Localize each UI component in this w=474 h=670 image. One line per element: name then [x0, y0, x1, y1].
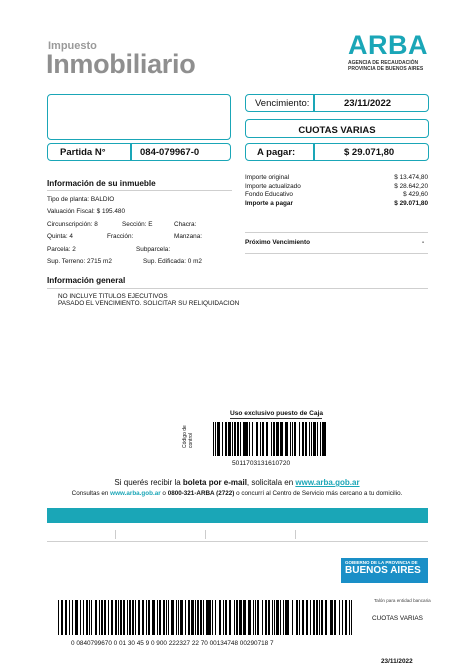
- arba-logo-text: ARBA: [348, 30, 428, 60]
- barcode-bar: [129, 600, 131, 635]
- barcode-bar: [222, 422, 223, 456]
- barcode-bar: [292, 600, 294, 635]
- talon-band: [47, 508, 428, 523]
- barcode-bar: [351, 600, 353, 635]
- barcode-bar: [91, 600, 93, 635]
- barcode-bar: [237, 422, 239, 456]
- talon-date: 23/11/2022: [381, 658, 413, 665]
- barcode-bar: [276, 422, 278, 456]
- subparcela: Subparcela:: [136, 246, 171, 253]
- barcode-bar: [306, 600, 308, 635]
- vencimiento-divider: [313, 94, 315, 112]
- barcode-bar: [345, 600, 347, 635]
- importe-row: [245, 200, 428, 209]
- barcode-bar: [239, 600, 241, 635]
- general-title: Información general: [47, 276, 126, 285]
- general-rule: [47, 288, 428, 289]
- talon-number: 0 0840799670 0 01 30 45 9 0 900 222327 22 70 00134748 00290718 7: [71, 640, 274, 647]
- barcode-bar: [245, 422, 247, 456]
- email-bold: boleta por e-mail: [182, 478, 247, 487]
- importes-rule-top: [245, 232, 428, 233]
- barcode-bar: [260, 422, 261, 456]
- consultas-mid: o: [160, 490, 168, 497]
- barcode-bar: [257, 600, 259, 635]
- chacra: Chacra:: [174, 221, 197, 228]
- importes-list: [245, 174, 428, 208]
- gobierno-line1: GOBIERNO DE LA PROVINCIA DE: [345, 560, 418, 565]
- barcode-bar: [266, 422, 268, 456]
- barcode-bar: [274, 600, 276, 635]
- barcode-bar: [223, 600, 224, 635]
- barcode-bar: [244, 600, 246, 635]
- barcode-bar: [123, 600, 125, 635]
- barcode-bar: [294, 422, 296, 456]
- importes-rule-bottom: [245, 253, 428, 254]
- email-link[interactable]: www.arba.gob.ar: [295, 478, 360, 487]
- barcode-bar: [159, 600, 161, 635]
- barcode-bar: [200, 600, 202, 635]
- barcode-bar: [313, 600, 315, 635]
- caja-title: Uso exclusivo puesto de Caja: [230, 410, 324, 417]
- importe-row: [245, 191, 428, 200]
- barcode-bar: [215, 422, 217, 456]
- barcode-bar: [217, 422, 219, 456]
- cuotas-box: [245, 119, 429, 138]
- tipo-planta: Tipo de planta: BALDIO: [47, 196, 115, 203]
- barcode-bar: [171, 600, 173, 635]
- sup-edificada: Sup. Edificada: 0 m2: [143, 258, 202, 265]
- importe-row-value: $ 29.071,80: [394, 199, 428, 207]
- barcode-bar: [255, 600, 257, 635]
- valuacion-fiscal: Valuación Fiscal: $ 195.480: [47, 208, 126, 215]
- talon-cuotas: CUOTAS VARIAS: [372, 615, 423, 622]
- barcode-bar: [101, 600, 103, 635]
- barcode-bar: [276, 600, 278, 635]
- barcode-bar: [157, 600, 158, 635]
- barcode-bar: [206, 600, 208, 635]
- vencimiento-value: 23/11/2022: [344, 98, 392, 109]
- talon-field-row: [47, 528, 428, 542]
- barcode-bar: [219, 600, 221, 635]
- barcode-bar: [148, 600, 150, 635]
- barcode-bar: [191, 600, 193, 635]
- gobierno-line2: BUENOS AIRES: [345, 565, 421, 576]
- email-line: [0, 478, 474, 487]
- barcode-bar: [180, 600, 182, 635]
- importe-row-value: $ 13.474,80: [394, 174, 428, 181]
- barcode-bar: [256, 422, 258, 456]
- barcode-bar: [61, 600, 63, 635]
- pagar-divider: [313, 143, 315, 161]
- consultas-link[interactable]: www.arba.gob.ar: [110, 490, 161, 497]
- importe-row-label: Importe actualizado: [245, 182, 301, 190]
- cuotas-label: CUOTAS VARIAS: [298, 125, 376, 136]
- importe-row-label: Importe a pagar: [245, 199, 293, 207]
- barcode-bar: [317, 422, 318, 456]
- barcode-bar: [331, 600, 333, 635]
- talon-field-divider: [205, 530, 206, 539]
- barcode-bar: [236, 600, 238, 635]
- agency-line1: AGENCIA DE RECAUDACIÓN: [348, 60, 419, 66]
- barcode-bar: [322, 422, 324, 456]
- barcode-bar: [252, 422, 254, 456]
- barcode-bar: [212, 600, 213, 635]
- barcode-bar: [281, 422, 283, 456]
- barcode-bar: [229, 600, 231, 635]
- seccion: Sección: E: [122, 221, 153, 228]
- barcode-bar: [342, 600, 344, 635]
- sup-terreno: Sup. Terreno: 2715 m2: [47, 258, 112, 265]
- barcode-bar: [225, 422, 227, 456]
- partida-divider: [130, 143, 132, 161]
- barcode-bar: [283, 600, 285, 635]
- barcode-bar: [243, 422, 245, 456]
- barcode-bar: [178, 600, 180, 635]
- general-line2: PASADO EL VENCIMIENTO. SOLICITAR SU RELIQUIDACION: [58, 300, 240, 307]
- consultas-post: o concurrí al Centro de Servicio más cercano a tu domicilio.: [234, 490, 403, 497]
- barcode-bar: [271, 422, 272, 456]
- barcode-bar: [188, 600, 190, 635]
- barcode-bar: [58, 600, 59, 635]
- vencimiento-box: [245, 94, 429, 112]
- barcode-bar: [86, 600, 88, 635]
- parcela: Parcela: 2: [47, 246, 76, 253]
- barcode-bar: [168, 600, 170, 635]
- importe-row-label: Fondo Educativo: [245, 191, 293, 198]
- barcode-bar: [135, 600, 136, 635]
- barcode-bar: [197, 600, 199, 635]
- address-box: [47, 94, 231, 140]
- barcode-bar: [302, 422, 304, 456]
- barcode-bar: [163, 600, 165, 635]
- barcode-bar: [310, 600, 311, 635]
- barcode-bar: [313, 422, 315, 456]
- barcode-bar: [83, 600, 85, 635]
- barcode-bar: [111, 600, 113, 635]
- barcode-bar: [292, 422, 294, 456]
- barcode-bar: [75, 600, 77, 635]
- barcode-bar: [138, 600, 140, 635]
- barcode-bar: [299, 422, 300, 456]
- brand-small: Impuesto: [48, 40, 97, 52]
- barcode-bar: [208, 600, 210, 635]
- barcode-bar: [302, 600, 304, 635]
- barcode-bar: [72, 600, 74, 635]
- consultas-line: [0, 490, 474, 497]
- gobierno-logo: [341, 558, 428, 583]
- barcode-bar: [115, 600, 117, 635]
- caja-number: 5011703131610720: [232, 460, 291, 467]
- talon-rule: [47, 541, 428, 542]
- quinta: Quinta: 4: [47, 233, 73, 240]
- barcode-bar: [225, 600, 227, 635]
- email-pre: Si querés recibir la: [114, 478, 183, 487]
- barcode-bar: [268, 600, 270, 635]
- barcode-bar: [108, 600, 109, 635]
- barcode-bar: [249, 422, 250, 456]
- barcode-bar: [234, 600, 235, 635]
- barcode-bar: [280, 600, 281, 635]
- barcode-bar: [311, 422, 313, 456]
- barcode-bar: [215, 600, 217, 635]
- talon-field-divider: [115, 530, 116, 539]
- barcode-bar: [234, 422, 236, 456]
- vencimiento-label: Vencimiento:: [255, 98, 310, 109]
- caja-rule: [230, 418, 322, 419]
- partida-label: Partida N°: [60, 147, 106, 158]
- barcode-bar: [185, 600, 186, 635]
- barcode-bar: [320, 422, 322, 456]
- barcode-bar: [305, 422, 307, 456]
- barcode-bar: [285, 600, 287, 635]
- barcode-bar: [228, 422, 230, 456]
- barcode-bar: [316, 600, 318, 635]
- barcode-bar: [203, 600, 204, 635]
- pagar-value: $ 29.071,80: [344, 147, 395, 158]
- proximo-vencimiento-label: Próximo Vencimiento: [245, 239, 310, 246]
- barcode-bar: [265, 600, 267, 635]
- barcode-bar: [262, 422, 264, 456]
- barcode-bar: [240, 422, 241, 456]
- circunscripcion: Circunscripción: 8: [47, 221, 98, 228]
- barcode-bar: [65, 600, 67, 635]
- barcode-bar: [299, 600, 300, 635]
- importe-row-value: $ 28.642,20: [394, 182, 428, 190]
- agency-line2: PROVINCIA DE BUENOS AIRES: [348, 66, 424, 72]
- barcode-bar: [334, 600, 336, 635]
- pagar-label: A pagar:: [257, 147, 296, 158]
- barcode-bar: [296, 600, 298, 635]
- codigo-control-label: Código de control: [182, 425, 194, 448]
- partida-value: 084-079967-0: [140, 147, 200, 158]
- barcode-bar: [95, 600, 97, 635]
- importe-row-label: Importe original: [245, 174, 290, 181]
- barcode-bar: [80, 600, 81, 635]
- consultas-phone: 0800-321-ARBA (2722): [167, 490, 235, 497]
- barcode-bar: [248, 600, 250, 635]
- email-mid: , solicitala en: [246, 478, 296, 487]
- barcode-bar: [262, 600, 263, 635]
- barcode-bar: [288, 600, 289, 635]
- barcode-bar: [273, 422, 275, 456]
- barcode-bar: [325, 600, 327, 635]
- barcode-bar: [132, 600, 134, 635]
- importe-row: [245, 174, 428, 183]
- talon-label: Talón para entidad bancaria: [374, 598, 431, 603]
- consultas-pre: Consultas en: [71, 490, 111, 497]
- partida-box: [47, 143, 231, 161]
- inmueble-title: Información de su inmueble: [47, 179, 156, 188]
- barcode-bar: [152, 600, 154, 635]
- barcode-bar: [127, 600, 128, 635]
- talon-barcode: [58, 600, 355, 635]
- proximo-vencimiento-value: -: [422, 239, 425, 246]
- barcode-bar: [104, 600, 106, 635]
- barcode-bar: [321, 600, 323, 635]
- importe-row-value: $ 429,60: [403, 191, 428, 198]
- talon-field-divider: [295, 530, 296, 539]
- barcode-bar: [339, 600, 340, 635]
- pagar-box: [245, 143, 429, 161]
- barcode-bar: [146, 600, 147, 635]
- barcode-bar: [120, 600, 122, 635]
- general-line1: NO INCLUYE TITULOS EJECUTIVOS: [58, 293, 168, 300]
- barcode-bar: [69, 600, 70, 635]
- arba-logo: [348, 32, 428, 82]
- inmueble-rule: [47, 190, 232, 191]
- brand-large: Inmobiliario: [46, 49, 196, 79]
- barcode-bar: [325, 422, 326, 456]
- importe-row: [245, 183, 428, 192]
- manzana: Manzana:: [174, 233, 203, 240]
- caja-barcode: [213, 422, 328, 456]
- barcode-bar: [142, 600, 144, 635]
- barcode-bar: [285, 422, 287, 456]
- fraccion: Fracción:: [107, 233, 134, 240]
